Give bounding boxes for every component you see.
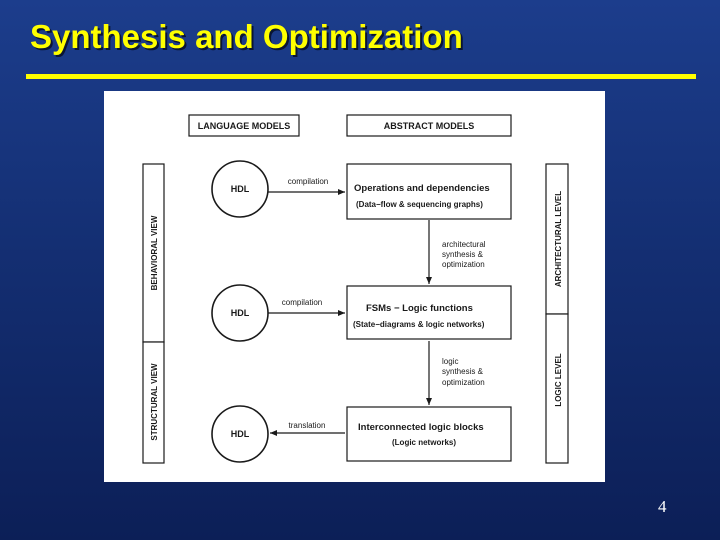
arrow-label: compilation [287, 177, 329, 186]
behavioral-view-bar [143, 164, 164, 342]
architectural-level-label: ARCHITECTURAL LEVEL [554, 190, 563, 288]
model-box-title: Operations and dependencies [354, 183, 490, 194]
title-underline [26, 74, 696, 79]
synthesis-diagram [104, 91, 605, 482]
compilation-arrow-2 [268, 298, 345, 313]
model-box-subtitle: (Logic networks) [392, 438, 457, 447]
logic-level-label: LOGIC LEVEL [554, 353, 563, 407]
language-models-header [189, 115, 299, 136]
abstract-models-label: ABSTRACT MODELS [383, 121, 475, 131]
slide-title: Synthesis and Optimization [30, 18, 463, 55]
arrow-label: compilation [281, 298, 323, 307]
hdl-node-label: HDL [230, 184, 250, 194]
interconnected-logic-blocks-box [347, 407, 511, 461]
hdl-node-label: HDL [230, 429, 250, 439]
compilation-arrow-1 [268, 177, 345, 192]
architectural-level-bar [546, 164, 568, 314]
fsm-logic-functions-box [347, 286, 511, 339]
logic-synthesis-arrow [429, 341, 485, 405]
behavioral-view-label: BEHAVIORAL VIEW [150, 215, 159, 291]
model-box-subtitle: (State−diagrams & logic networks) [353, 320, 485, 329]
transition-line: synthesis & [442, 250, 483, 259]
page-number: 4 [658, 497, 667, 516]
structural-view-bar [143, 342, 164, 463]
hdl-node-label: HDL [230, 308, 250, 318]
transition-line: logic [442, 357, 459, 366]
model-box-title: Interconnected logic blocks [358, 422, 484, 433]
transition-line: architectural [442, 240, 486, 249]
hdl-node-1 [212, 161, 268, 217]
transition-line: synthesis & [442, 367, 483, 376]
structural-view-label: STRUCTURAL VIEW [150, 363, 159, 441]
hdl-node-3 [212, 406, 268, 462]
model-box-subtitle: (Data−flow & sequencing graphs) [356, 200, 483, 209]
architectural-synthesis-arrow [429, 220, 486, 284]
logic-level-bar [546, 314, 568, 463]
transition-line: optimization [442, 260, 485, 269]
model-box-title: FSMs − Logic functions [366, 303, 473, 314]
language-models-label: LANGUAGE MODELS [197, 121, 291, 131]
translation-arrow [270, 421, 345, 433]
hdl-node-2 [212, 285, 268, 341]
diagram-canvas [104, 91, 605, 482]
operations-dependencies-box [347, 164, 511, 219]
arrow-label: translation [288, 421, 326, 430]
abstract-models-header [347, 115, 511, 136]
transition-line: optimization [442, 378, 485, 387]
